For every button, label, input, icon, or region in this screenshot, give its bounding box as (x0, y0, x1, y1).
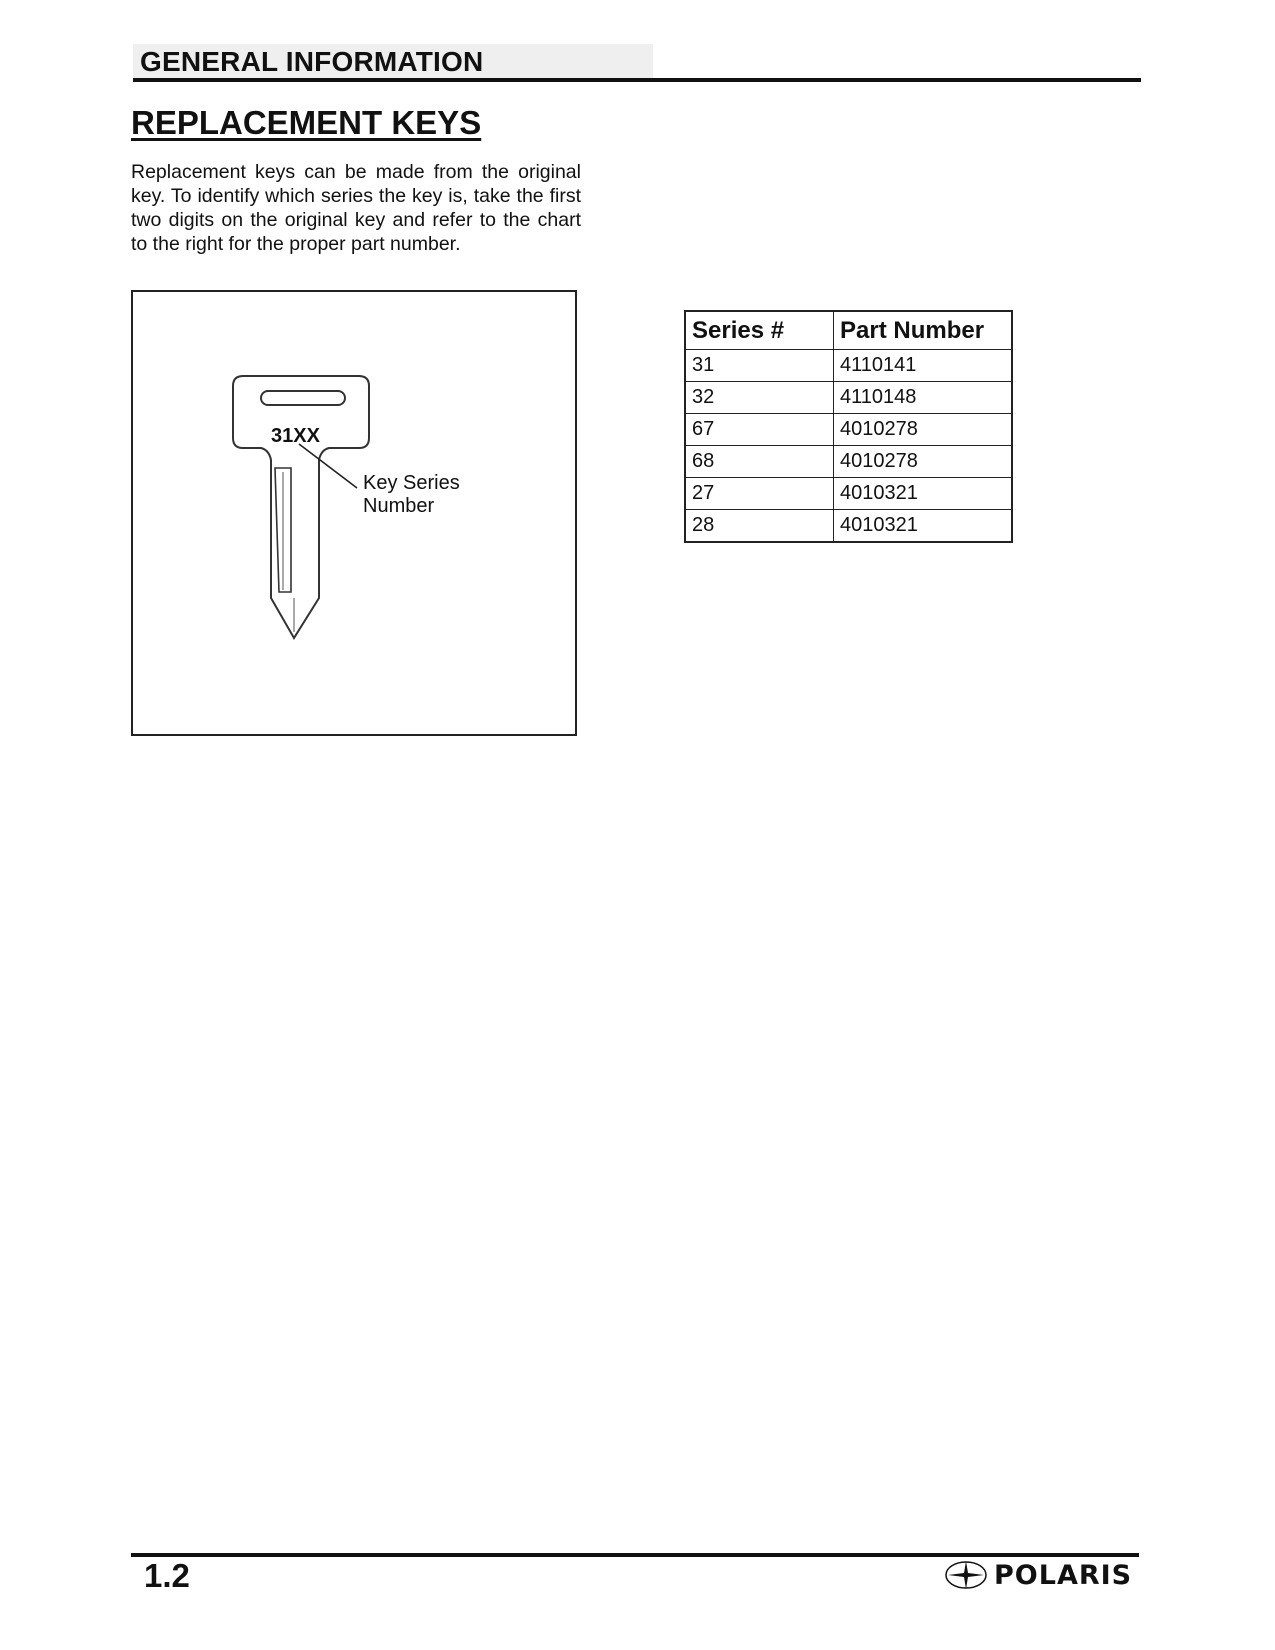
key-icon (133, 292, 575, 734)
key-figure (131, 290, 577, 736)
part-number-cell: 4010278 (834, 414, 1013, 446)
intro-paragraph: Replacement keys can be made from the original key. To identify which series the key is, take the first two digits on the original key and refer to the chart to the right for the proper part number. (131, 161, 581, 255)
table-row (685, 478, 1012, 510)
series-cell: 68 (685, 446, 834, 478)
page-number: 1.2 (144, 1557, 190, 1594)
part-number-cell: 4110141 (834, 350, 1013, 382)
part-number-cell: 4010278 (834, 446, 1013, 478)
series-cell: 28 (685, 510, 834, 543)
series-cell: 32 (685, 382, 834, 414)
header-rule (133, 78, 1141, 82)
table-header-row (685, 311, 1012, 350)
part-number-cell: 4110148 (834, 382, 1013, 414)
series-cell: 27 (685, 478, 834, 510)
table-row (685, 414, 1012, 446)
key-series-code: 31XX (271, 425, 320, 447)
key-series-callout: Key Series Number (363, 472, 460, 517)
page-title: REPLACEMENT KEYS (131, 104, 482, 141)
series-cell: 31 (685, 350, 834, 382)
polaris-star-logo (944, 1559, 988, 1591)
brand-name: POLARIS (994, 1559, 1133, 1591)
table-row (685, 510, 1012, 543)
series-cell: 67 (685, 414, 834, 446)
header-part-number: Part Number (834, 311, 1013, 350)
table-row (685, 350, 1012, 382)
parts-table (684, 310, 1013, 543)
part-number-cell: 4010321 (834, 478, 1013, 510)
part-number-cell: 4010321 (834, 510, 1013, 543)
header-series: Series # (685, 311, 834, 350)
table-row (685, 382, 1012, 414)
table-row (685, 446, 1012, 478)
brand-logo (944, 1557, 1132, 1593)
section-title: GENERAL INFORMATION (140, 46, 484, 77)
